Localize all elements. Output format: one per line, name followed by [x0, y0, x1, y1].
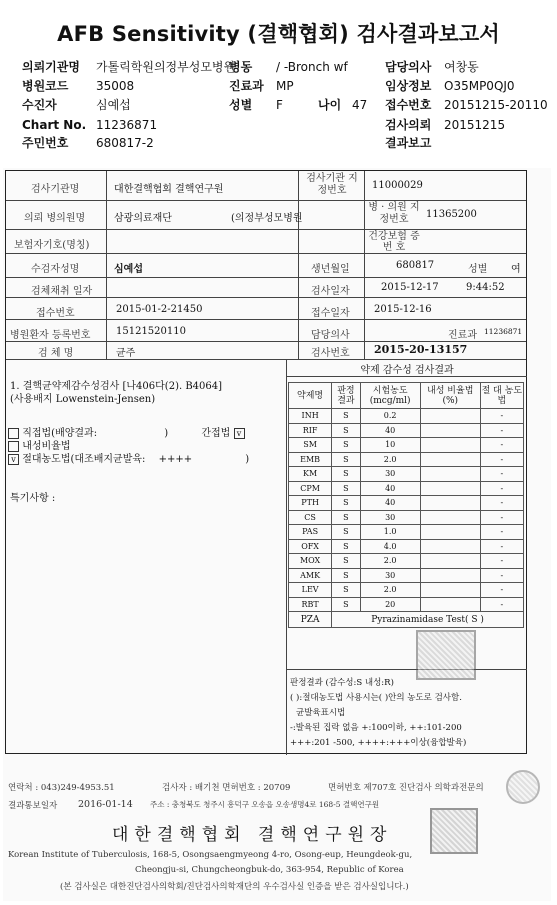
value-request: 20151215 — [444, 118, 506, 132]
drug-ratio — [420, 467, 480, 482]
legend-line2: ( ):절대농도법 사용시는( )안의 농도로 검사함. — [290, 693, 462, 703]
label-org-no: 검사기관 지정번호 — [306, 173, 358, 196]
drug-result: S — [332, 583, 360, 598]
drug-ratio — [420, 481, 480, 496]
drug-result: S — [332, 568, 360, 583]
sensitivity-table — [288, 382, 524, 628]
drug-ratio — [420, 423, 480, 438]
drug-name: LEV — [289, 583, 332, 598]
footer-address-en2: Cheongju-si, Chungcheongbuk-do, 363-954, Republic of Korea — [135, 865, 404, 875]
legend-line3: 균발육표시법 — [296, 708, 346, 718]
label-doctor-form: 담당의사 — [311, 330, 350, 341]
abs-value: ++++ — [158, 454, 193, 465]
value-req-no: 11365200 — [426, 209, 477, 220]
drug-conc: 40 — [360, 481, 420, 496]
drug-row — [289, 554, 524, 569]
label-ward: 병동 — [229, 60, 253, 74]
value-patient-name: 심예섭 — [114, 264, 143, 275]
drug-result: S — [332, 409, 360, 424]
label-sex: 성별 — [229, 98, 253, 112]
label-exam-no: 검사번호 — [311, 348, 350, 359]
legend-line4: -:발육된 집락 없음 +:100이하, ++:101-200 — [290, 723, 462, 733]
footer-report-date-label: 결과통보일자 — [8, 801, 58, 811]
value-sex-form: 여 — [511, 264, 521, 275]
label-reg-no: 병원환자 등록번호 — [10, 330, 91, 341]
seal-stamp-institute — [430, 808, 478, 854]
drug-conc: 30 — [360, 568, 420, 583]
footer-address-en1: Korean Institute of Tuberculosis, 168-5, Osongsaengmyeong 4-ro, Osong-eup, Heungdeok-gu, — [8, 850, 413, 860]
drug-row — [289, 452, 524, 467]
drug-ratio — [420, 568, 480, 583]
footer-report-date: 2016-01-14 — [78, 799, 133, 810]
sensitivity-heading: 약제 감수성 검사결과 — [360, 365, 454, 376]
value-reg-no: 15121520110 — [116, 326, 186, 337]
label-chart: Chart No. — [22, 118, 87, 132]
drug-abs: - — [480, 510, 523, 525]
value-patient: 심예섭 — [96, 98, 131, 112]
drug-conc: 40 — [360, 496, 420, 511]
value-org-name: 대한결핵협회 결핵연구원 — [114, 184, 224, 195]
drug-abs: - — [480, 597, 523, 612]
drug-abs: - — [480, 525, 523, 540]
drug-abs: - — [480, 409, 523, 424]
legend-line1: 판정결과 (감수성:S 내성:R) — [290, 678, 394, 688]
drug-name: SM — [289, 438, 332, 453]
drug-name: RIF — [289, 423, 332, 438]
label-insurer: 보험자기호(명칭) — [14, 240, 90, 251]
label-doctor: 담당의사 — [385, 60, 432, 74]
label-patient-name: 수검자성명 — [31, 264, 80, 275]
col-drug: 약제명 — [289, 383, 332, 409]
value-test-date: 2015-12-17 — [381, 282, 439, 293]
value-rrn: 680817-2 — [96, 136, 154, 150]
label-collect: 검체채취 일자 — [31, 286, 93, 297]
direct-label: 직접법(배양결과: — [22, 428, 98, 439]
drug-result: S — [332, 554, 360, 569]
test-method-line1: 1. 결핵균약제감수성검사 [나406다(2). B4064] — [10, 381, 223, 392]
label-patient: 수진자 — [22, 98, 57, 112]
footer-certification: (본 검사실은 대한진단검사의학회/진단검사의학재단의 우수검사실 인증을 받은 검사실입니다.) — [60, 882, 409, 892]
abs-checkbox[interactable]: v — [8, 454, 19, 465]
drug-row — [289, 583, 524, 598]
label-org: 의뢰기관명 — [22, 60, 80, 74]
value-dept-form: 11236871 — [484, 327, 523, 336]
label-report: 결과보고 — [385, 136, 432, 150]
value-chart: 11236871 — [96, 118, 158, 132]
drug-ratio — [420, 583, 480, 598]
drug-ratio — [420, 539, 480, 554]
drug-ratio — [420, 597, 480, 612]
drug-row — [289, 597, 524, 612]
drug-ratio — [420, 510, 480, 525]
value-recv-no: 2015-01-2-21450 — [116, 304, 203, 315]
drug-row — [289, 496, 524, 511]
drug-name: EMB — [289, 452, 332, 467]
drug-row — [289, 568, 524, 583]
value-doctor: 여창동 — [444, 60, 479, 74]
value-req-hosp: 삼광의료재단 — [114, 213, 172, 224]
seal-stamp-round — [506, 770, 540, 804]
footer-phone: 연락처 : 043)249-4953.51 — [8, 783, 115, 793]
drug-result: S — [332, 452, 360, 467]
drug-ratio — [420, 409, 480, 424]
drug-abs: - — [480, 467, 523, 482]
drug-abs: - — [480, 539, 523, 554]
drug-conc: 40 — [360, 423, 420, 438]
value-clinical: O35MP0QJ0 — [444, 79, 515, 93]
drug-result: S — [332, 510, 360, 525]
drug-name: KM — [289, 467, 332, 482]
drug-row — [289, 438, 524, 453]
drug-result: S — [332, 423, 360, 438]
drug-conc: 20 — [360, 597, 420, 612]
drug-ratio — [420, 525, 480, 540]
drug-name: OFX — [289, 539, 332, 554]
drug-name: RBT — [289, 597, 332, 612]
label-test-date: 검사일자 — [311, 286, 350, 297]
col-result: 판정 결과 — [332, 383, 360, 409]
drug-ratio — [420, 452, 480, 467]
value-recv-date: 2015-12-16 — [374, 304, 432, 315]
value-specimen: 균주 — [116, 348, 136, 359]
drug-row — [289, 423, 524, 438]
value-birth: 680817 — [396, 260, 435, 271]
drug-abs: - — [480, 568, 523, 583]
drug-name: MOX — [289, 554, 332, 569]
drug-ratio — [420, 438, 480, 453]
footer-org-name: 대한결핵협회 결핵연구원장 — [112, 825, 393, 845]
drug-abs: - — [480, 554, 523, 569]
value-hosp-code: 35008 — [96, 79, 135, 93]
drug-name: PTH — [289, 496, 332, 511]
label-req-hosp: 의뢰 병의원명 — [24, 213, 86, 224]
drug-abs: - — [480, 438, 523, 453]
value-test-time: 9:44:52 — [466, 282, 505, 293]
pza-label: PZA — [289, 612, 332, 628]
label-dept-form: 진료과 — [448, 330, 477, 341]
label-req-no: 병 · 의원 지정번호 — [368, 202, 420, 225]
drug-conc: 10 — [360, 438, 420, 453]
page-title: AFB Sensitivity (결핵협회) 검사결과보고서 — [57, 22, 500, 46]
value-exam-no: 2015-20-13157 — [374, 343, 468, 356]
col-abs: 절 대 농도법 — [480, 383, 523, 409]
drug-row — [289, 481, 524, 496]
value-org-no: 11000029 — [372, 180, 423, 191]
drug-result: S — [332, 438, 360, 453]
pza-value: Pyrazinamidase Test( S ) — [332, 612, 524, 628]
drug-conc: 2.0 — [360, 554, 420, 569]
label-age: 나이 — [318, 98, 342, 112]
label-clinical: 임상정보 — [385, 79, 432, 93]
label-recv-date: 접수일자 — [311, 308, 350, 319]
abs-close: ) — [245, 454, 250, 465]
abs-method-row — [8, 450, 249, 465]
drug-result: S — [332, 539, 360, 554]
drug-result: S — [332, 597, 360, 612]
seal-stamp-upper — [416, 630, 476, 680]
label-sex-form: 성별 — [468, 264, 488, 275]
drug-conc: 4.0 — [360, 539, 420, 554]
drug-conc: 30 — [360, 467, 420, 482]
drug-abs: - — [480, 496, 523, 511]
value-receipt: 20151215-20110 — [444, 98, 548, 112]
label-rrn: 주민번호 — [22, 136, 69, 150]
label-birth: 생년월일 — [311, 264, 350, 275]
indirect-label: 간접법 — [201, 428, 231, 439]
value-age: 47 — [352, 98, 368, 112]
drug-row — [289, 510, 524, 525]
drug-name: AMK — [289, 568, 332, 583]
value-dept: MP — [276, 79, 294, 93]
label-request: 검사의뢰 — [385, 118, 432, 132]
ratio-label: 내성비율법 — [22, 441, 71, 452]
drug-row — [289, 525, 524, 540]
indirect-checkbox[interactable]: v — [234, 428, 245, 439]
drug-conc: 2.0 — [360, 583, 420, 598]
drug-name: CS — [289, 510, 332, 525]
label-org-name: 검사기관명 — [31, 184, 80, 195]
label-specimen: 검 체 명 — [38, 348, 74, 359]
sensitivity-rows — [289, 409, 524, 612]
drug-abs: - — [480, 481, 523, 496]
legend-line5: +++:201 -500, ++++:+++이상(융합발육) — [290, 738, 467, 748]
drug-result: S — [332, 496, 360, 511]
drug-ratio — [420, 496, 480, 511]
drug-abs: - — [480, 583, 523, 598]
direct-close: ) — [164, 428, 169, 439]
drug-conc: 30 — [360, 510, 420, 525]
label-recv-no: 접수번호 — [36, 308, 75, 319]
label-receipt: 접수번호 — [385, 98, 432, 112]
label-dept: 진료과 — [229, 79, 264, 93]
drug-conc: 1.0 — [360, 525, 420, 540]
footer-license: 면허번호 제707호 진단검사 의학과전문의 — [328, 783, 484, 793]
value-req-hosp-sub: (의정부성모병원 — [231, 213, 303, 224]
test-method-line2: (사용배지 Lowenstein-Jensen) — [10, 394, 156, 405]
drug-result: S — [332, 481, 360, 496]
footer-address-kr: 주소 : 충청북도 청주시 흥덕구 오송읍 오송생명4로 168-5 결핵연구원 — [150, 800, 380, 809]
notes-label: 특기사항 : — [10, 493, 56, 504]
drug-result: S — [332, 525, 360, 540]
value-ward: / -Bronch wf — [276, 60, 348, 74]
drug-result: S — [332, 467, 360, 482]
drug-conc: 0.2 — [360, 409, 420, 424]
abs-label: 절대농도법(대조배지균발육: — [22, 454, 146, 465]
drug-conc: 2.0 — [360, 452, 420, 467]
drug-row — [289, 539, 524, 554]
drug-name: PAS — [289, 525, 332, 540]
drug-row — [289, 467, 524, 482]
drug-name: INH — [289, 409, 332, 424]
label-health-no: 건강보험 증 번 호 — [368, 231, 420, 253]
footer-examiner: 검사자 : 배기천 면허번호 : 20709 — [162, 783, 291, 793]
col-ratio: 내성 비율법(%) — [420, 383, 480, 409]
drug-abs: - — [480, 452, 523, 467]
value-sex: F — [276, 98, 283, 112]
drug-ratio — [420, 554, 480, 569]
value-org: 가톨릭학원의정부성모병원 — [96, 60, 236, 74]
col-conc: 시험농도 (mcg/ml) — [360, 383, 420, 409]
label-hosp-code: 병원코드 — [22, 79, 69, 93]
drug-name: CPM — [289, 481, 332, 496]
drug-abs: - — [480, 423, 523, 438]
drug-row — [289, 409, 524, 424]
